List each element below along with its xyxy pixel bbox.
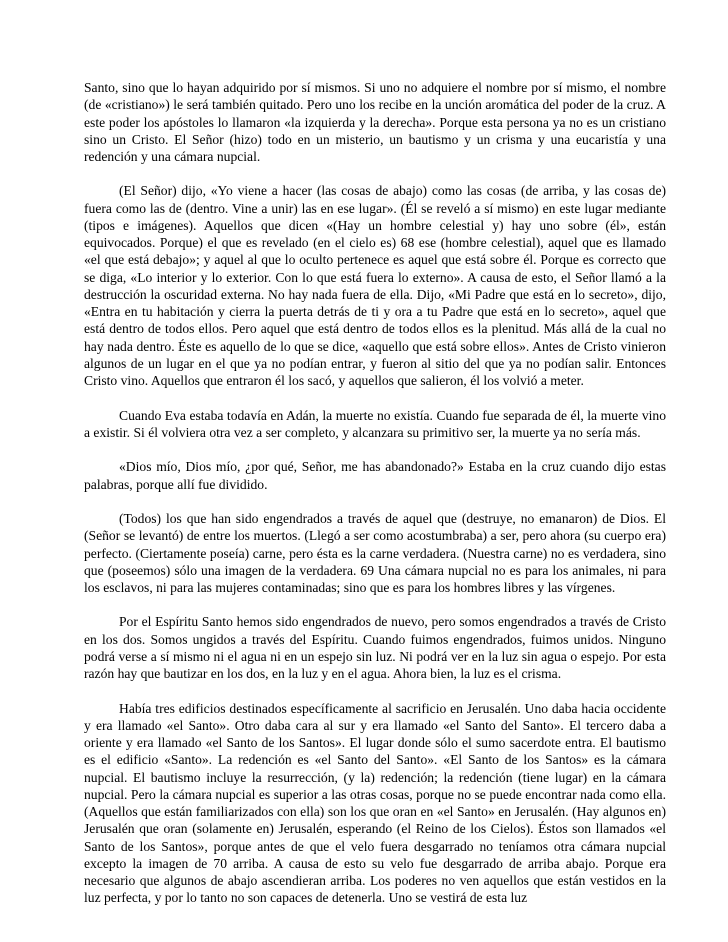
- paragraph-7: Había tres edificios destinados específicamente al sacrificio en Jerusalén. Uno daba hacia occidente y era llamado «el Santo». Otro daba cara al sur y era llamado «el Santo del Santo». El tercero daba a oriente y era llamado «el Santo de los Santos». El lugar donde sólo el sumo sacerdote entra. El bautismo es el edificio «Santo». La redención es «el Santo del Santo». «El Santo de los Santos» es la cámara nupcial. El bautismo incluye la resurrección, (y la) redención; la redención (tiene lugar) en la cámara nupcial. Pero la cámara nupcial es superior a las otras cosas, porque no se puede encontrar nada como ella. (Aquellos que están familiarizados con ella) son los que oran en «el Santo» en Jerusalén. (Hay algunos en) Jerusalén que oran (solamente en) Jerusalén, esperando (el Reino de los Cielos). Éstos son llamados «el Santo de los Santos», porque antes de que el velo fuera desgarrado no teníamos otra cámara nupcial excepto la imagen de 70 arriba. A causa de esto su velo fue desgarrado de arriba abajo. Porque era necesario que algunos de abajo ascendieran arriba. Los poderes no ven aquellos que están vestidos en la luz perfecta, y por lo tanto no son capaces de detenerla. Uno se vestirá de esta luz: [84, 700, 666, 906]
- document-page: [84, 79, 666, 924]
- paragraph-2: (El Señor) dijo, «Yo viene a hacer (las cosas de abajo) como las cosas (de arriba, y las cosas de) fuera como las de (dentro. Vine a unir) las en ese lugar». (Él se reveló a sí mismo) en este lugar mediante (tipos e imágenes). Aquellos que dicen «(Hay un hombre celestial y) hay uno sobre (él», están equivocados. Porque) el que es revelado (en el cielo es) 68 ese (hombre celestial), aquel que es llamado «el que está debajo»; y aquel al que lo oculto pertenece es aquel que está sobre él. Porque es correcto que se diga, «Lo interior y lo exterior. Con lo que está fuera lo externo». A causa de esto, el Señor llamó a la destrucción la oscuridad externa. No hay nada fuera de ella. Dijo, «Mi Padre que está en lo secreto», dijo, «Entra en tu habitación y cierra la puerta detrás de ti y ora a tu Padre que está en lo secreto», aquel que está dentro de todos ellos. Pero aquel que está dentro de todos ellos es la plenitud. Más allá de la cual no hay nada dentro. Éste es aquello de lo que se dice, «aquello que está sobre ellos». Antes de Cristo vinieron algunos de un lugar en el que ya no podían entrar, y fueron al sitio del que ya no podían salir. Entonces Cristo vino. Aquellos que entraron él los sacó, y aquellos que salieron, él los volvió a meter.: [84, 183, 666, 389]
- paragraph-6: Por el Espíritu Santo hemos sido engendrados de nuevo, pero somos engendrados a través de Cristo en los dos. Somos ungidos a través del Espíritu. Cuando fuimos engendrados, fuimos unidos. Ninguno podrá verse a sí mismo ni el agua ni en un espejo sin luz. Ni podrá ver en la luz sin agua o espejo. Por esta razón hay que bautizar en los dos, en la luz y en el agua. Ahora bien, la luz es el crisma.: [84, 614, 666, 682]
- paragraph-4: «Dios mío, Dios mío, ¿por qué, Señor, me has abandonado?» Estaba en la cruz cuando dijo estas palabras, porque allí fue dividido.: [84, 459, 666, 492]
- paragraph-1: Santo, sino que lo hayan adquirido por sí mismos. Si uno no adquiere el nombre por sí mismo, el nombre (de «cristiano») le será también quitado. Pero uno los recibe en la unción aromática del poder de la cruz. A este poder los apóstoles lo llamaron «la izquierda y la derecha». Porque esta persona ya no es un cristiano sino un Cristo. El Señor (hizo) todo en un misterio, un bautismo y un crisma y una eucaristía y una redención y una cámara nupcial.: [84, 80, 666, 164]
- paragraph-5: (Todos) los que han sido engendrados a través de aquel que (destruye, no emanaron) de Dios. El (Señor se levantó) de entre los muertos. (Llegó a ser como acostumbraba) a ser, pero ahora (su cuerpo era) perfecto. (Ciertamente poseía) carne, pero ésta es la carne verdadera. (Nuestra carne) no es verdadera, sino que (poseemos) sólo una imagen de la verdadera. 69 Una cámara nupcial no es para los animales, ni para los esclavos, ni para las mujeres contaminadas; sino que es para los hombres libres y las vírgenes.: [84, 511, 666, 595]
- paragraph-3: Cuando Eva estaba todavía en Adán, la muerte no existía. Cuando fue separada de él, la muerte vino a existir. Si él volviera otra vez a ser completo, y alcanzara su primitivo ser, la muerte ya no sería más.: [84, 407, 666, 440]
